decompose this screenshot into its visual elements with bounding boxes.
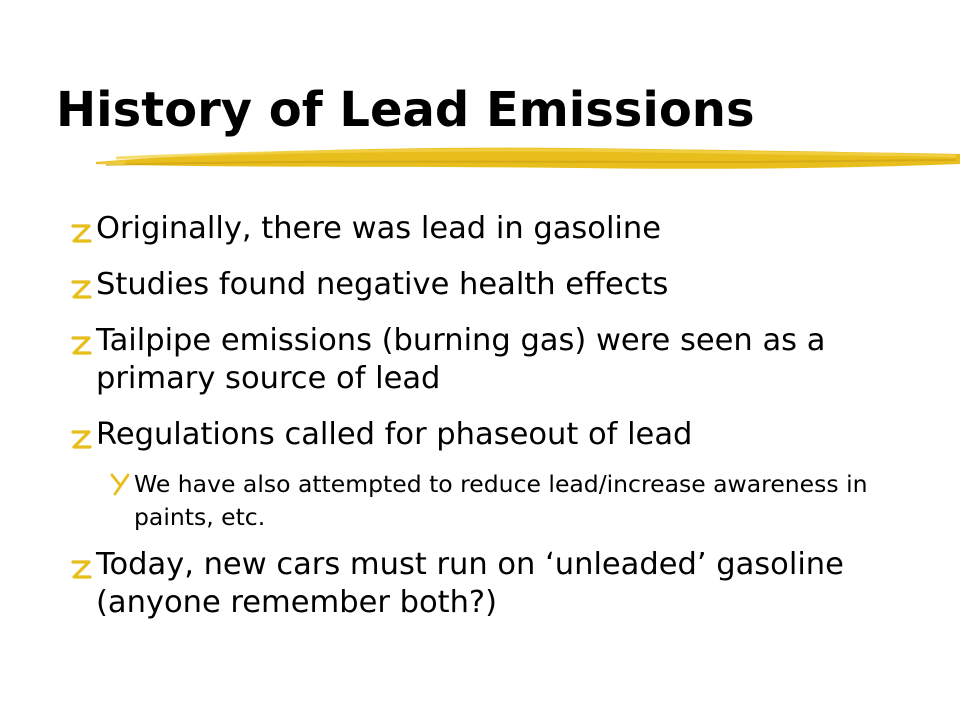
bullet-marker-icon <box>70 546 96 584</box>
bullet-item <box>70 266 950 304</box>
bullet-list <box>70 210 950 640</box>
sub-bullet-text: We have also attempted to reduce lead/increase awareness in paints, etc. <box>134 470 868 531</box>
bullet-item <box>70 546 950 622</box>
bullet-text: Regulations called for phaseout of lead <box>96 417 693 452</box>
bullet-marker-icon <box>70 322 96 360</box>
sub-bullet-marker-icon <box>110 472 134 496</box>
sub-bullet-item <box>110 468 950 534</box>
bullet-marker-icon <box>70 210 96 248</box>
title-underline-brushstroke <box>96 138 960 178</box>
slide-title: History of Lead Emissions <box>56 82 755 138</box>
bullet-text: Today, new cars must run on ‘unleaded’ gasoline (anyone remember both?) <box>96 547 844 620</box>
bullet-item <box>70 210 950 248</box>
bullet-item <box>70 416 950 454</box>
bullet-text: Studies found negative health effects <box>96 267 669 302</box>
bullet-item <box>70 322 950 398</box>
bullet-marker-icon <box>70 266 96 304</box>
bullet-text: Originally, there was lead in gasoline <box>96 211 661 246</box>
bullet-marker-icon <box>70 416 96 454</box>
bullet-text: Tailpipe emissions (burning gas) were seen as a primary source of lead <box>96 323 826 396</box>
